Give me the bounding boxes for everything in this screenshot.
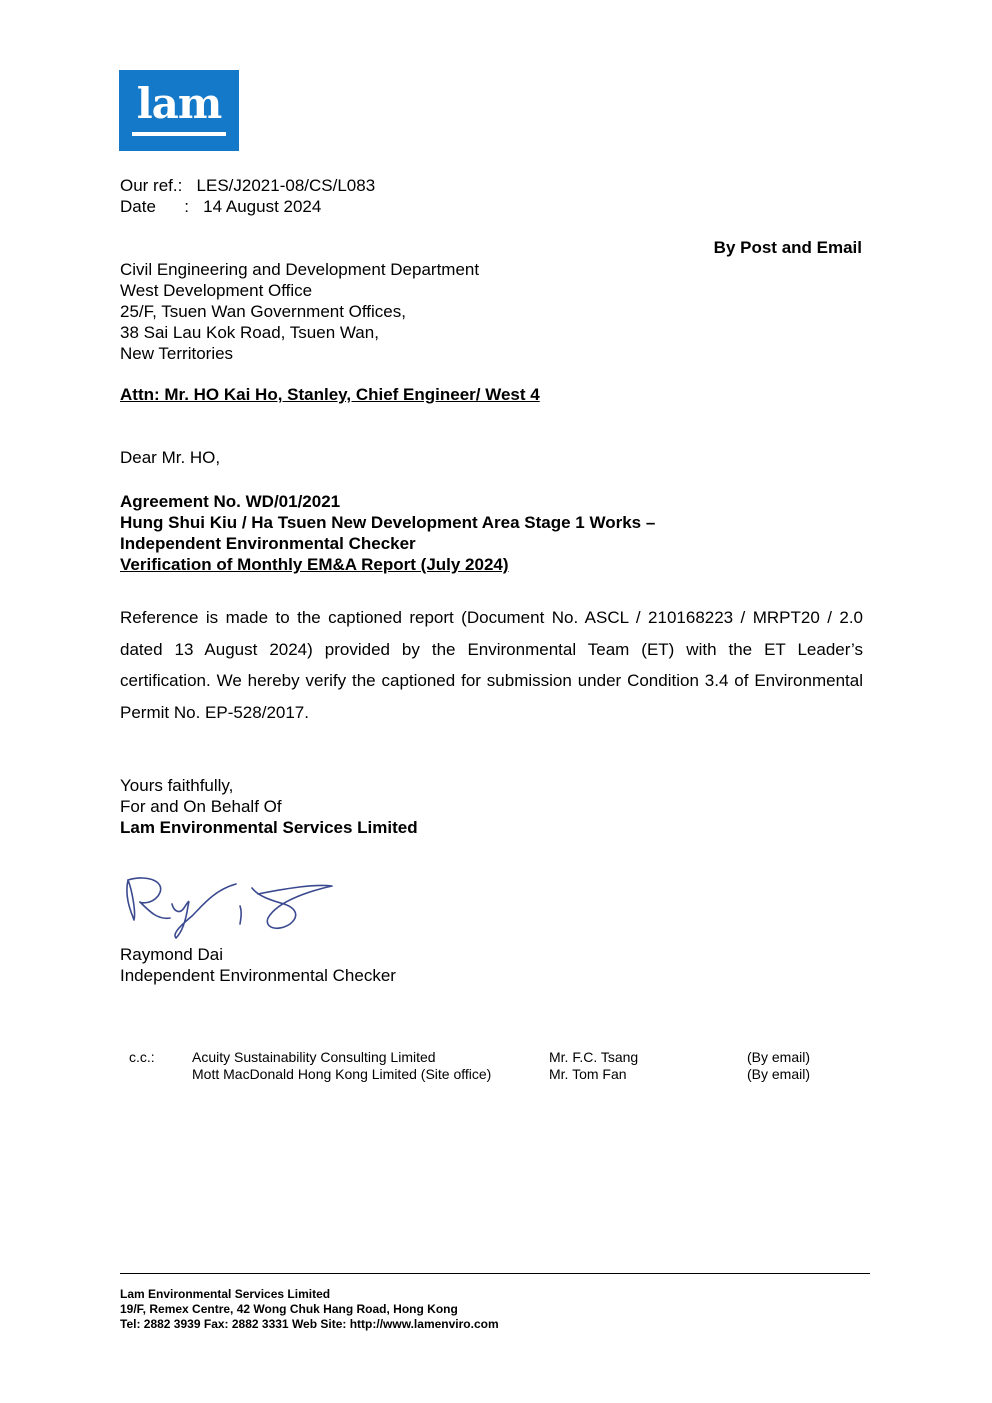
our-ref-row xyxy=(120,175,375,196)
logo-wordmark: lam xyxy=(136,79,222,128)
date-separator: : xyxy=(184,197,189,216)
signer-title: Independent Environmental Checker xyxy=(120,966,396,985)
address-line: New Territories xyxy=(120,344,234,363)
footer-website[interactable]: Web Site: http://www.lamenviro.com xyxy=(291,1317,499,1331)
subject-title: Verification of Monthly EM&A Report (July 2024) xyxy=(120,555,509,574)
footer-contact xyxy=(120,1317,499,1332)
address-line: 38 Sai Lau Kok Road, Tsuen Wan, xyxy=(120,323,379,342)
company-logo xyxy=(119,70,239,151)
body-paragraph: Reference is made to the captioned report (Document No. ASCL / 210168223 / MRPT20 / 2.0 dated 13 August 2024) provided by the Environmental Team (ET) with the ET Leader’s certification. We hereby verify the captioned for submission under Condition 3.4 of Environmental Permit No. EP-528/2017. xyxy=(120,608,863,722)
footer-company: Lam Environmental Services Limited xyxy=(120,1287,331,1301)
subject-project: Hung Shui Kiu / Ha Tsuen New Development Area Stage 1 Works – xyxy=(120,513,656,532)
subject-role: Independent Environmental Checker xyxy=(120,534,416,553)
closing-block xyxy=(120,775,418,838)
cc-organisation: Acuity Sustainability Consulting Limited xyxy=(192,1049,436,1065)
cc-person: Mr. F.C. Tsang xyxy=(549,1049,639,1065)
cc-delivery: (By email) xyxy=(747,1049,811,1065)
date-value: 14 August 2024 xyxy=(203,197,322,216)
attention-line: Attn: Mr. HO Kai Ho, Stanley, Chief Engineer/ West 4 xyxy=(120,385,540,404)
signer-name: Raymond Dai xyxy=(120,945,223,964)
date-label: Date xyxy=(120,197,156,216)
salutation: Dear Mr. HO, xyxy=(120,448,221,467)
address-line: West Development Office xyxy=(120,281,313,300)
closing-company: Lam Environmental Services Limited xyxy=(120,818,418,837)
subject-agreement: Agreement No. WD/01/2021 xyxy=(120,492,341,511)
reference-block xyxy=(120,175,375,217)
date-row xyxy=(120,196,375,217)
cc-person: Mr. Tom Fan xyxy=(549,1066,627,1082)
our-ref-value: LES/J2021-08/CS/L083 xyxy=(196,176,376,195)
our-ref-label: Our ref.: xyxy=(120,176,183,195)
cc-delivery: (By email) xyxy=(747,1066,811,1082)
footer-fax: Fax: 2882 3331 xyxy=(203,1317,289,1331)
address-line: 25/F, Tsuen Wan Government Offices, xyxy=(120,302,406,321)
delivery-method: By Post and Email xyxy=(713,238,862,257)
logo-underline xyxy=(132,132,226,136)
footer xyxy=(120,1287,499,1332)
closing-line: Yours faithfully, xyxy=(120,776,234,795)
cc-organisation: Mott MacDonald Hong Kong Limited (Site office) xyxy=(192,1066,492,1082)
signer-block xyxy=(120,944,396,986)
handwritten-signature xyxy=(118,868,348,948)
cc-label: c.c.: xyxy=(129,1049,155,1065)
closing-line: For and On Behalf Of xyxy=(120,797,282,816)
address-line: Civil Engineering and Development Department xyxy=(120,260,480,279)
subject-block xyxy=(120,491,655,575)
footer-divider xyxy=(120,1273,870,1274)
footer-tel: Tel: 2882 3939 xyxy=(120,1317,201,1331)
recipient-address xyxy=(120,259,479,364)
footer-address: 19/F, Remex Centre, 42 Wong Chuk Hang Road, Hong Kong xyxy=(120,1302,458,1316)
